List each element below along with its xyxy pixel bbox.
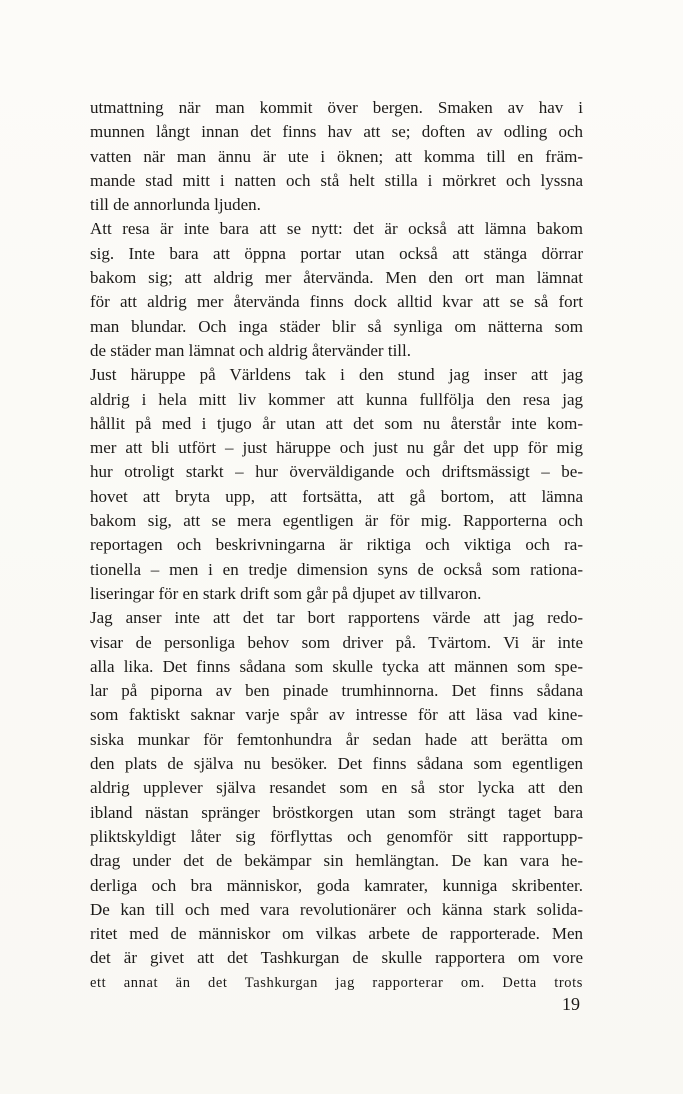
text-line: vatten när man ännu är ute i öknen; att komma till en främ- — [90, 146, 583, 166]
text-line: hållit på med i tjugo år utan att det som nu återstår inte kom- — [90, 413, 583, 433]
text-line: lar på piporna av ben pinade trumhinnorna. Det finns sådana — [90, 681, 583, 701]
text-line: mande stad mitt i natten och stå helt stilla i mörkret och lyssna — [90, 170, 583, 190]
text-line: bakom sig, att se mera egentligen är för mig. Rapporterna och — [90, 511, 583, 531]
text-line: drag under det de bekämpar sin hemlängtan. De kan vara he- — [90, 851, 583, 871]
text-line: man blundar. Och inga städer blir så synliga om nätterna som — [90, 316, 583, 336]
text-line: tionella – men i en tredje dimension syns de också som rationa- — [90, 559, 583, 579]
page-number: 19 — [562, 994, 580, 1014]
text-line: det är givet att det Tashkurgan de skulle rapportera om vore — [90, 948, 583, 968]
text-line: liseringar för en stark drift som går på djupet av tillvaron. — [90, 583, 482, 603]
text-line: aldrig i hela mitt liv kommer att kunna fullfölja den resa jag — [90, 389, 583, 409]
text-line: Jag anser inte att det tar bort rapportens värde att jag redo- — [90, 608, 583, 628]
text-line: ritet med de människor om vilkas arbete de rapporterade. Men — [90, 924, 583, 944]
text-line: utmattning när man kommit över bergen. Smaken av hav i — [90, 98, 583, 117]
text-line: derliga och bra människor, goda kamrater, kunniga skribenter. — [90, 875, 583, 895]
text-line: ibland nästan spränger bröstkorgen utan som strängt taget bara — [90, 802, 583, 822]
text-line: siska munkar för femtonhundra år sedan hade att berätta om — [90, 729, 583, 749]
text-line: de städer man lämnat och aldrig återvänder till. — [90, 340, 411, 360]
text-line: De kan till och med vara revolutionärer och känna stark solida- — [90, 899, 583, 919]
text-line: för att aldrig mer återvända finns dock alltid kvar att se så fort — [90, 292, 583, 312]
text-line: reportagen och beskrivningarna är riktiga och viktiga och ra- — [90, 535, 583, 555]
text-line: till de annorlunda ljuden. — [90, 195, 261, 215]
text-line: sig. Inte bara att öppna portar utan också att stänga dörrar — [90, 243, 583, 263]
text-line: hovet att bryta upp, att fortsätta, att gå bortom, att lämna — [90, 486, 583, 506]
text-line: visar de personliga behov som driver på. Tvärtom. Vi är inte — [90, 632, 583, 652]
body-text — [90, 96, 583, 995]
text-line: mer att bli utfört – just häruppe och just nu går det upp för mig — [90, 438, 583, 458]
text-line: alla lika. Det finns sådana som skulle tycka att männen som spe- — [90, 656, 583, 676]
text-line: Att resa är inte bara att se nytt: det är också att lämna bakom — [90, 219, 583, 239]
text-line: ett annat än det Tashkurgan jag rapporterar om. Detta trots — [90, 974, 583, 991]
text-line: aldrig upplever själva resandet som en så stor lycka att den — [90, 778, 583, 798]
text-line: hur otroligt starkt – hur överväldigande och driftsmässigt – be- — [90, 462, 583, 482]
text-line: som faktiskt saknar varje spår av intresse för att läsa vad kine- — [90, 705, 583, 725]
text-line: Just häruppe på Världens tak i den stund jag inser att jag — [90, 365, 583, 385]
text-line: pliktskyldigt låter sig förflyttas och genomför sitt rapportupp- — [90, 826, 583, 846]
text-line: bakom sig; att aldrig mer återvända. Men den ort man lämnat — [90, 268, 583, 288]
text-line: munnen långt innan det finns hav att se; doften av odling och — [90, 122, 583, 142]
text-line: den plats de själva nu besöker. Det finns sådana som egentligen — [90, 754, 583, 774]
